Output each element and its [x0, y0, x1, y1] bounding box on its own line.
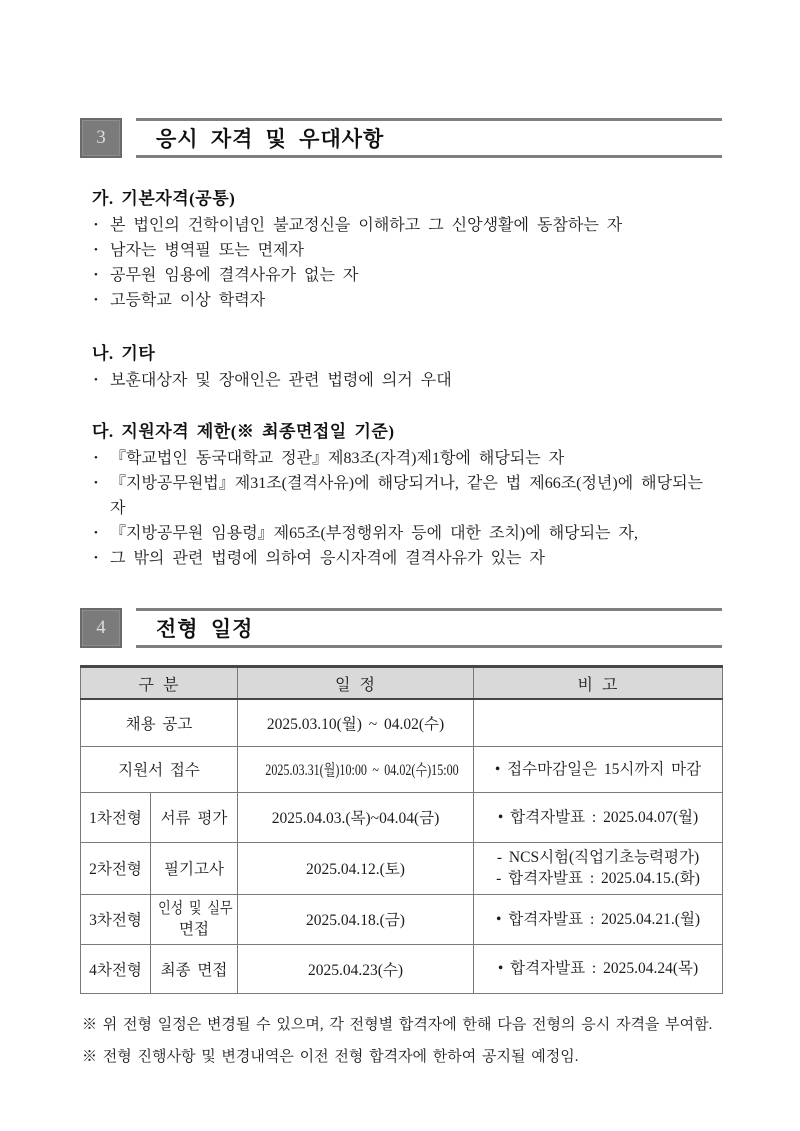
list-item [94, 546, 722, 571]
cell-date [238, 746, 474, 792]
cell-date: 2025.04.12.(토) [238, 842, 474, 894]
name-line-1-text: 인성 및 실무 [158, 899, 233, 917]
list-item [94, 238, 722, 263]
list-item [94, 213, 722, 238]
bullet-icon: • [94, 552, 98, 564]
bullet-icon: • [94, 452, 98, 464]
subsection-b-heading: 나. 기타 [92, 344, 156, 363]
list-item [94, 263, 722, 288]
cell-stage: 4차전형 [81, 944, 151, 993]
footnote: ※ 전형 진행사항 및 변경내역은 이전 전형 합격자에 한하여 공지될 예정임. [82, 1048, 579, 1065]
list-item-text: 본 법인의 건학이념인 불교정신을 이해하고 그 신앙생활에 동참하는 자 [110, 217, 623, 234]
cell-name: 최종 면접 [151, 944, 238, 993]
bullet-icon: • [94, 527, 98, 539]
document-content [80, 0, 722, 1073]
table-row-stage1 [81, 792, 723, 842]
cell-remark [474, 699, 723, 746]
name-line-1 [151, 899, 237, 919]
table-row-stage2 [81, 842, 723, 894]
bullet-icon: • [94, 219, 98, 231]
list-item [94, 521, 722, 546]
cell-remark: • 접수마감일은 15시까지 마감 [474, 746, 723, 792]
section-3-banner [80, 118, 722, 158]
list-item-text: 남자는 병역필 또는 면제자 [110, 242, 305, 259]
section-4-banner [80, 608, 722, 648]
section-4-titlebar [136, 608, 722, 648]
cell-date: 2025.04.23(수) [238, 944, 474, 993]
list-item-text: 그 밖의 관련 법령에 의하여 응시자격에 결격사유가 있는 자 [110, 550, 545, 567]
list-item-text: 『지방공무원법』제31조(결격사유)에 해당되거나, 같은 법 제66조(정년)에 해당되는 자 [110, 475, 703, 517]
list-item [94, 471, 722, 521]
list-item [94, 446, 722, 471]
bullet-icon: • [94, 477, 98, 489]
cell-stage: 2차전형 [81, 842, 151, 894]
cell-name: 서류 평가 [151, 792, 238, 842]
list-item-text: 보훈대상자 및 장애인은 관련 법령에 의거 우대 [110, 372, 452, 389]
cell-date: 2025.03.10(월) ~ 04.02(수) [238, 699, 474, 746]
cell-date: 2025.04.18.(금) [238, 894, 474, 944]
bullet-icon: • [94, 294, 98, 306]
cell-category: 채용 공고 [81, 699, 238, 746]
remark-line-2: - 합격자발표 : 2025.04.15.(화) [496, 870, 700, 887]
cell-name: 필기고사 [151, 842, 238, 894]
remark-line-1: - NCS시험(직업기초능력평가) [496, 849, 700, 866]
section-4-title: 전형 일정 [156, 617, 254, 641]
bullet-icon: • [94, 374, 98, 386]
section-3-titlebar [136, 118, 722, 158]
section-3-number-badge: 3 [80, 118, 122, 158]
table-header-schedule: 일 정 [238, 667, 474, 700]
subsection-c-heading: 다. 지원자격 제한(※ 최종면접일 기준) [92, 422, 395, 441]
cell-remark: • 합격자발표 : 2025.04.24(목) [474, 944, 723, 993]
cell-stage: 3차전형 [81, 894, 151, 944]
table-row-notice [81, 699, 723, 746]
footnotes [82, 1009, 722, 1073]
cell-name [151, 894, 238, 944]
table-header-row [81, 667, 723, 700]
subsection-a-list [94, 213, 722, 313]
cell-remark: • 합격자발표 : 2025.04.07(월) [474, 792, 723, 842]
list-item [94, 368, 722, 393]
table-row-stage3 [81, 894, 723, 944]
section-4-number-badge: 4 [80, 608, 122, 648]
cell-category: 지원서 접수 [81, 746, 238, 792]
list-item-text: 고등학교 이상 학력자 [110, 292, 266, 309]
subsection-b-list [94, 368, 722, 393]
table-row-stage4 [81, 944, 723, 993]
cell-date-text: 2025.03.31(월)10:00 ~ 04.02(수)15:00 [265, 762, 459, 779]
section-3-title: 응시 자격 및 우대사항 [156, 127, 385, 151]
list-item-text: 『학교법인 동국대학교 정관』제83조(자격)제1항에 해당되는 자 [110, 450, 565, 467]
name-line-2: 면접 [179, 920, 209, 938]
cell-remark [474, 842, 723, 894]
table-header-category: 구 분 [81, 667, 238, 700]
bullet-icon: • [94, 269, 98, 281]
subsection-a-heading: 가. 기본자격(공통) [92, 189, 236, 208]
list-item [94, 288, 722, 313]
schedule-table [80, 665, 723, 994]
table-row-apply [81, 746, 723, 792]
table-header-remarks: 비 고 [474, 667, 723, 700]
footnote: ※ 위 전형 일정은 변경될 수 있으며, 각 전형별 합격자에 한해 다음 전형의 응시 자격을 부여함. [82, 1016, 713, 1033]
bullet-icon: • [94, 244, 98, 256]
list-item-text: 『지방공무원 임용령』제65조(부정행위자 등에 대한 조치)에 해당되는 자, [110, 525, 638, 542]
cell-stage: 1차전형 [81, 792, 151, 842]
cell-date: 2025.04.03.(목)~04.04(금) [238, 792, 474, 842]
subsection-c-list [94, 446, 722, 571]
cell-remark: • 합격자발표 : 2025.04.21.(월) [474, 894, 723, 944]
list-item-text: 공무원 임용에 결격사유가 없는 자 [110, 267, 359, 284]
